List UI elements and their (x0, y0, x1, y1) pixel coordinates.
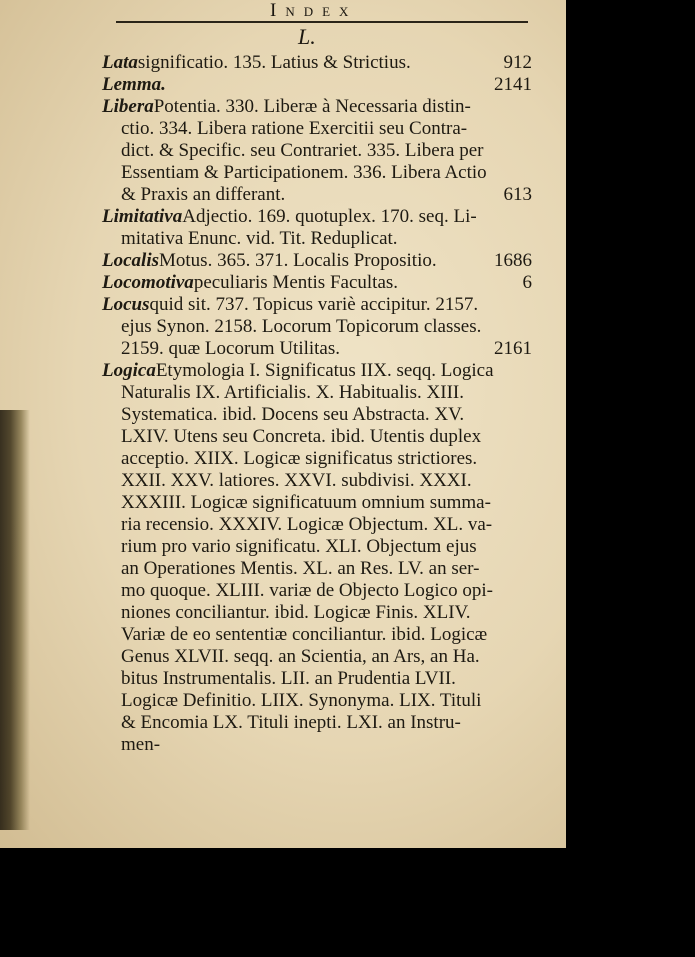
section-letter: L. (298, 24, 316, 49)
index-entry-line (102, 404, 532, 426)
index-entry-line (102, 514, 532, 536)
entry-text: acceptio. XIIX. Logicæ significatus strictiores. (121, 448, 478, 469)
entry-text: bitus Instrumentalis. LII. an Prudentia LVII. (121, 668, 456, 689)
entry-text: ctio. 334. Libera ratione Exercitii seu Contra- (121, 118, 468, 139)
index-entry-line (102, 184, 532, 206)
index-entry-line (102, 118, 532, 140)
entry-page-number: 1686 (494, 250, 532, 271)
binding-edge (0, 410, 30, 830)
running-header: Index (270, 0, 358, 21)
index-entry-line (102, 580, 532, 602)
entry-text: Naturalis IX. Artificialis. X. Habitualis. XIII. (121, 382, 464, 403)
index-entry (102, 52, 532, 74)
index-entry-line (102, 228, 532, 250)
header-rule (116, 21, 528, 23)
entry-text: XXII. XXV. latiores. XXVI. subdivisi. XXXI. (121, 470, 472, 491)
entry-text: niones conciliantur. ibid. Logicæ Finis. XLIV. (121, 602, 471, 623)
entry-text: Potentia. 330. Liberæ à Necessaria distin- (153, 96, 471, 117)
entry-text: mo quoque. XLIII. variæ de Objecto Logico opi- (121, 580, 493, 601)
entry-text: 2159. quæ Locorum Utilitas. (121, 338, 341, 359)
index-entry (102, 294, 532, 316)
index-entry-line (102, 162, 532, 184)
entry-keyword: Logica (102, 360, 156, 381)
index-entry (102, 250, 532, 272)
entry-page-number: 6 (522, 272, 532, 293)
index-entry (102, 360, 532, 382)
entry-text: Etymologia I. Significatus IIX. seqq. Logica (155, 360, 494, 381)
entry-text: quid sit. 737. Topicus variè accipitur. 2157. (149, 294, 479, 315)
index-entry-line (102, 602, 532, 624)
entry-text: & Encomia LX. Tituli inepti. LXI. an Instru- (121, 712, 461, 733)
entry-page-number: 2141 (494, 74, 532, 95)
index-entry-line (102, 668, 532, 690)
entry-text: mitativa Enunc. vid. Tit. Reduplicat. (121, 228, 398, 249)
entry-text: rium pro vario significatu. XLI. Objectum ejus (121, 536, 477, 557)
index-entry-line (102, 316, 532, 338)
index-entry-line (102, 624, 532, 646)
index-entry-line (102, 712, 532, 734)
index-entry-line (102, 382, 532, 404)
entry-text: Systematica. ibid. Docens seu Abstracta. XV. (121, 404, 465, 425)
entry-keyword: Localis (102, 250, 159, 271)
entry-text: significatio. 135. Latius & Strictius. (137, 52, 411, 73)
index-entry-line (102, 734, 532, 756)
entry-keyword: Locus (102, 294, 150, 315)
entry-keyword: Limitativa (102, 206, 183, 227)
entry-page-number: 613 (503, 184, 532, 205)
entry-text: Genus XLVII. seqq. an Scientia, an Ars, an Ha. (121, 646, 480, 667)
index-entry-line (102, 690, 532, 712)
entry-text: dict. & Specific. seu Contrariet. 335. Libera per (121, 140, 484, 161)
index-entry (102, 96, 532, 118)
entry-page-number: 2161 (494, 338, 532, 359)
index-entry-line (102, 536, 532, 558)
index-entry-line (102, 448, 532, 470)
entry-text: peculiaris Mentis Facultas. (193, 272, 399, 293)
index-entry (102, 74, 532, 96)
entry-keyword: Libera (102, 96, 154, 117)
index-entry-line (102, 470, 532, 492)
index-entry-line (102, 338, 532, 360)
index-entry-line (102, 646, 532, 668)
entry-text: Variæ de eo sententiæ conciliantur. ibid. Logicæ (121, 624, 488, 645)
entry-text: LXIV. Utens seu Concreta. ibid. Utentis duplex (121, 426, 482, 447)
index-entry-line (102, 558, 532, 580)
entry-text: Motus. 365. 371. Localis Propositio. (159, 250, 437, 271)
entry-text: Logicæ Definitio. LIIX. Synonyma. LIX. Tituli (121, 690, 482, 711)
index-entry-line (102, 492, 532, 514)
index-entry (102, 272, 532, 294)
index-entry-line (102, 426, 532, 448)
entry-text: ejus Synon. 2158. Locorum Topicorum classes. (121, 316, 482, 337)
entry-text: men- (121, 734, 161, 755)
entry-keyword: Lata (102, 52, 138, 73)
index-text (102, 52, 532, 756)
entry-text: ria recensio. XXXIV. Logicæ Objectum. XL. va- (121, 514, 493, 535)
entry-text: Adjectio. 169. quotuplex. 170. seq. Li- (182, 206, 477, 227)
entry-keyword: Locomotiva (102, 272, 194, 293)
entry-text: an Operationes Mentis. XL. an Res. LV. an ser- (121, 558, 480, 579)
entry-text: XXXIII. Logicæ significatuum omnium summa- (121, 492, 491, 513)
entry-text: & Praxis an differant. (121, 184, 286, 205)
index-entry-line (102, 140, 532, 162)
index-entry (102, 206, 532, 228)
entry-text: Essentiam & Participationem. 336. Libera Actio (121, 162, 487, 183)
entry-page-number: 912 (503, 52, 532, 73)
entry-keyword: Lemma. (102, 74, 166, 95)
